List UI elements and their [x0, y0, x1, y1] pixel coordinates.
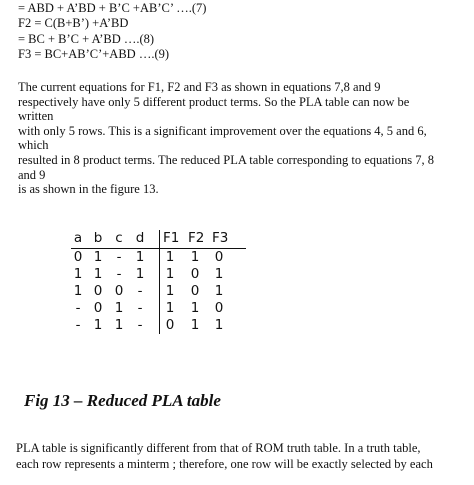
table-cell: 1	[135, 249, 145, 265]
table-cell: 1	[93, 266, 103, 282]
table-cell: 1	[93, 317, 103, 333]
table-cell: -	[75, 300, 81, 316]
table-cell: 0	[190, 283, 200, 299]
table-cell: 0	[190, 266, 200, 282]
paragraph-line: is as shown in the figure 13.	[18, 182, 159, 197]
paragraph-line: The current equations for F1, F2 and F3 as shown in equations 7,8 and 9	[18, 80, 381, 94]
equation-8: = BC + B’C + A’BD ….(8)	[18, 32, 155, 46]
table-cell: 1	[214, 283, 224, 299]
table-header-c: c	[115, 230, 123, 246]
bottom-paragraph	[16, 441, 433, 472]
table-cell: 0	[214, 300, 224, 316]
table-cell: 0	[214, 249, 224, 265]
table-header-b: b	[93, 230, 103, 246]
paragraph-line: resulted in 8 product terms. The reduced PLA table corresponding to equations 7, 8	[18, 152, 434, 167]
table-cell: 1	[214, 266, 224, 282]
table-cell: -	[116, 249, 122, 265]
table-cell: -	[137, 317, 143, 333]
table-cell: 0	[114, 283, 124, 299]
table-cell: 1	[114, 317, 124, 333]
table-cell: 1	[190, 300, 200, 316]
equation-f2: F2 = C(B+B’) +A’BD	[18, 16, 129, 30]
table-cell: -	[75, 317, 81, 333]
table-cell: 1	[190, 249, 200, 265]
equation-7: = ABD + A’BD + B’C +AB’C’ ….(7)	[18, 1, 207, 15]
table-header-f3: F3	[212, 230, 229, 246]
table-cell: 0	[165, 317, 175, 333]
paragraph-line: which	[18, 138, 49, 153]
table-cell: 1	[214, 317, 224, 333]
table-cell: 1	[190, 317, 200, 333]
table-divider	[159, 230, 160, 334]
table-cell: -	[137, 283, 143, 299]
paragraph-line: each row represents a minterm ; therefore, one row will be exactly selected by each	[16, 456, 433, 471]
table-cell: 1	[165, 300, 175, 316]
paragraph-line: with only 5 rows. This is a significant improvement over the equations 4, 5 and 6,	[18, 123, 427, 138]
table-cell: 1	[114, 300, 124, 316]
table-cell: 1	[73, 266, 83, 282]
table-cell: 0	[93, 300, 103, 316]
table-cell: 1	[135, 266, 145, 282]
table-cell: 1	[165, 283, 175, 299]
table-cell: 1	[93, 249, 103, 265]
table-header-f1: F1	[163, 230, 180, 246]
table-header-d: d	[135, 230, 145, 246]
table-cell: 0	[73, 249, 83, 265]
paragraph-line: and 9	[18, 167, 46, 182]
equation-9: F3 = BC+AB’C’+ABD ….(9)	[18, 47, 170, 61]
table-header-f2: F2	[188, 230, 205, 246]
table-cell: -	[137, 300, 143, 316]
paragraph-line: respectively have only 5 different product terms. So the PLA table can now be	[18, 94, 410, 109]
table-cell: 1	[165, 266, 175, 282]
table-cell: -	[116, 266, 122, 282]
figure-caption: Fig 13 – Reduced PLA table	[24, 391, 221, 410]
body-paragraph	[18, 80, 468, 197]
table-cell: 1	[165, 249, 175, 265]
table-cell: 0	[93, 283, 103, 299]
table-header-a: a	[73, 230, 83, 246]
paragraph-line: PLA table is significantly different from that of ROM truth table. In a truth table,	[16, 441, 421, 455]
table-cell: 1	[73, 283, 83, 299]
paragraph-line: written	[18, 109, 54, 124]
